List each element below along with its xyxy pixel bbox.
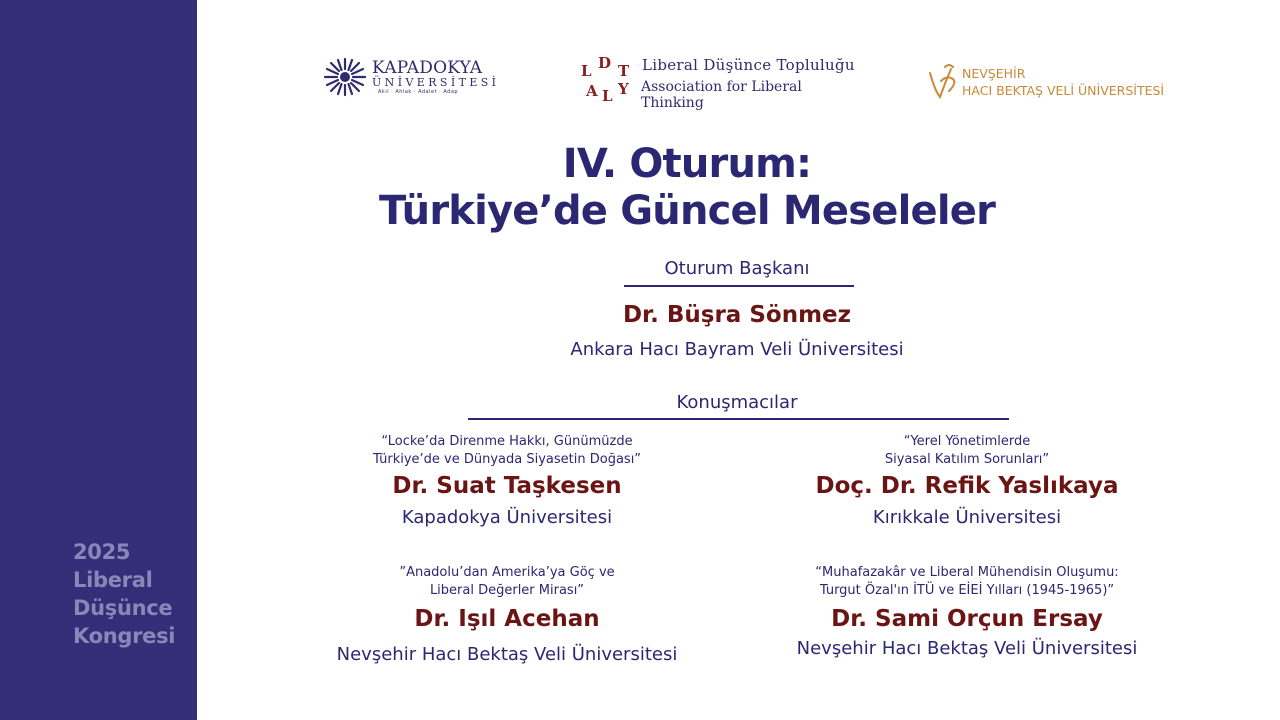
ldt-letter-l1: L	[581, 62, 592, 80]
kapadokya-name: KAPADOKYA	[372, 58, 483, 78]
sidebar-panel	[0, 0, 197, 720]
congress-title	[73, 538, 175, 650]
ldt-name-turkish: Liberal Düşünce Topluluğu	[642, 56, 855, 74]
chair-affiliation: Ankara Hacı Bayram Veli Üniversitesi	[570, 339, 904, 360]
session-title-line2: Türkiye’de Güncel Meseleler	[378, 188, 996, 234]
chair-divider	[624, 285, 854, 287]
speakers-divider	[468, 418, 1009, 420]
ldt-name-english: Association for Liberal Thinking	[641, 79, 802, 111]
speaker-topic-line1: “Locke’da Direnme Hakkı, Günümüzde	[381, 434, 633, 449]
stylized-signature-icon	[927, 61, 961, 101]
congress-year: 2025	[73, 540, 131, 564]
congress-line-dusunce: Düşünce	[73, 596, 173, 620]
sunburst-icon	[322, 57, 368, 97]
ldt-association-logo	[578, 52, 863, 111]
speaker-topic-line1: ”Anadolu’dan Amerika’ya Göç ve	[399, 565, 615, 580]
speaker-topic-line1: “Muhafazakâr ve Liberal Mühendisin Oluşumu:	[815, 565, 1119, 580]
chair-label: Oturum Başkanı	[664, 258, 810, 279]
speaker-topic	[307, 433, 707, 469]
ldt-letter-a: A	[586, 82, 598, 100]
speaker-topic	[767, 564, 1167, 600]
ldt-letter-y: Y	[618, 80, 629, 98]
ldt-letter-d: D	[598, 54, 612, 72]
speaker-topic-line2: Liberal Değerler Mirası”	[429, 583, 585, 598]
speaker-topic-line2: Turgut Özal'ın İTÜ ve EİEİ Yılları (1945-1965)”	[819, 583, 1115, 598]
speakers-label: Konuşmacılar	[676, 392, 798, 413]
speaker-name: Dr. Suat Taşkesen	[392, 473, 622, 499]
ldt-letter-l2: L	[602, 87, 613, 104]
speaker-name: Dr. Sami Orçun Ersay	[831, 606, 1103, 632]
nevsehir-line2: HACI BEKTAŞ VELİ ÜNİVERSİTESİ	[962, 83, 1165, 98]
chair-name: Dr. Büşra Sönmez	[622, 302, 852, 328]
kapadokya-university-logo	[322, 56, 500, 100]
speaker-topic-line2: Siyasal Katılım Sorunları”	[884, 452, 1050, 467]
session-title-line1: IV. Oturum:	[562, 141, 812, 187]
congress-line-liberal: Liberal	[73, 568, 153, 592]
speaker-topic-line2: Türkiye’de ve Dünyada Siyasetin Doğası”	[372, 452, 642, 467]
speaker-affiliation: Nevşehir Hacı Bektaş Veli Üniversitesi	[336, 644, 678, 665]
speaker-topic	[767, 433, 1167, 469]
speaker-topic	[307, 564, 707, 600]
nevsehir-line1: NEVŞEHİR	[962, 66, 1026, 81]
kapadokya-motto: Akıl · Ahlak · Adalet · Adap	[378, 89, 459, 95]
ldt-letters-mark	[578, 52, 638, 104]
nevsehir-university-logo	[927, 61, 1167, 103]
ldt-letter-t: T	[618, 62, 630, 80]
speaker-affiliation: Kırıkkale Üniversitesi	[872, 507, 1062, 528]
congress-line-kongresi: Kongresi	[73, 624, 176, 648]
speaker-affiliation: Nevşehir Hacı Bektaş Veli Üniversitesi	[796, 638, 1138, 659]
kapadokya-sub: ÜNİVERSİTESİ	[372, 76, 500, 89]
speaker-affiliation: Kapadokya Üniversitesi	[401, 507, 613, 528]
speaker-name: Dr. Işıl Acehan	[414, 606, 600, 632]
speaker-topic-line1: “Yerel Yönetimlerde	[903, 434, 1031, 449]
speaker-name: Doç. Dr. Refik Yaslıkaya	[815, 473, 1119, 499]
